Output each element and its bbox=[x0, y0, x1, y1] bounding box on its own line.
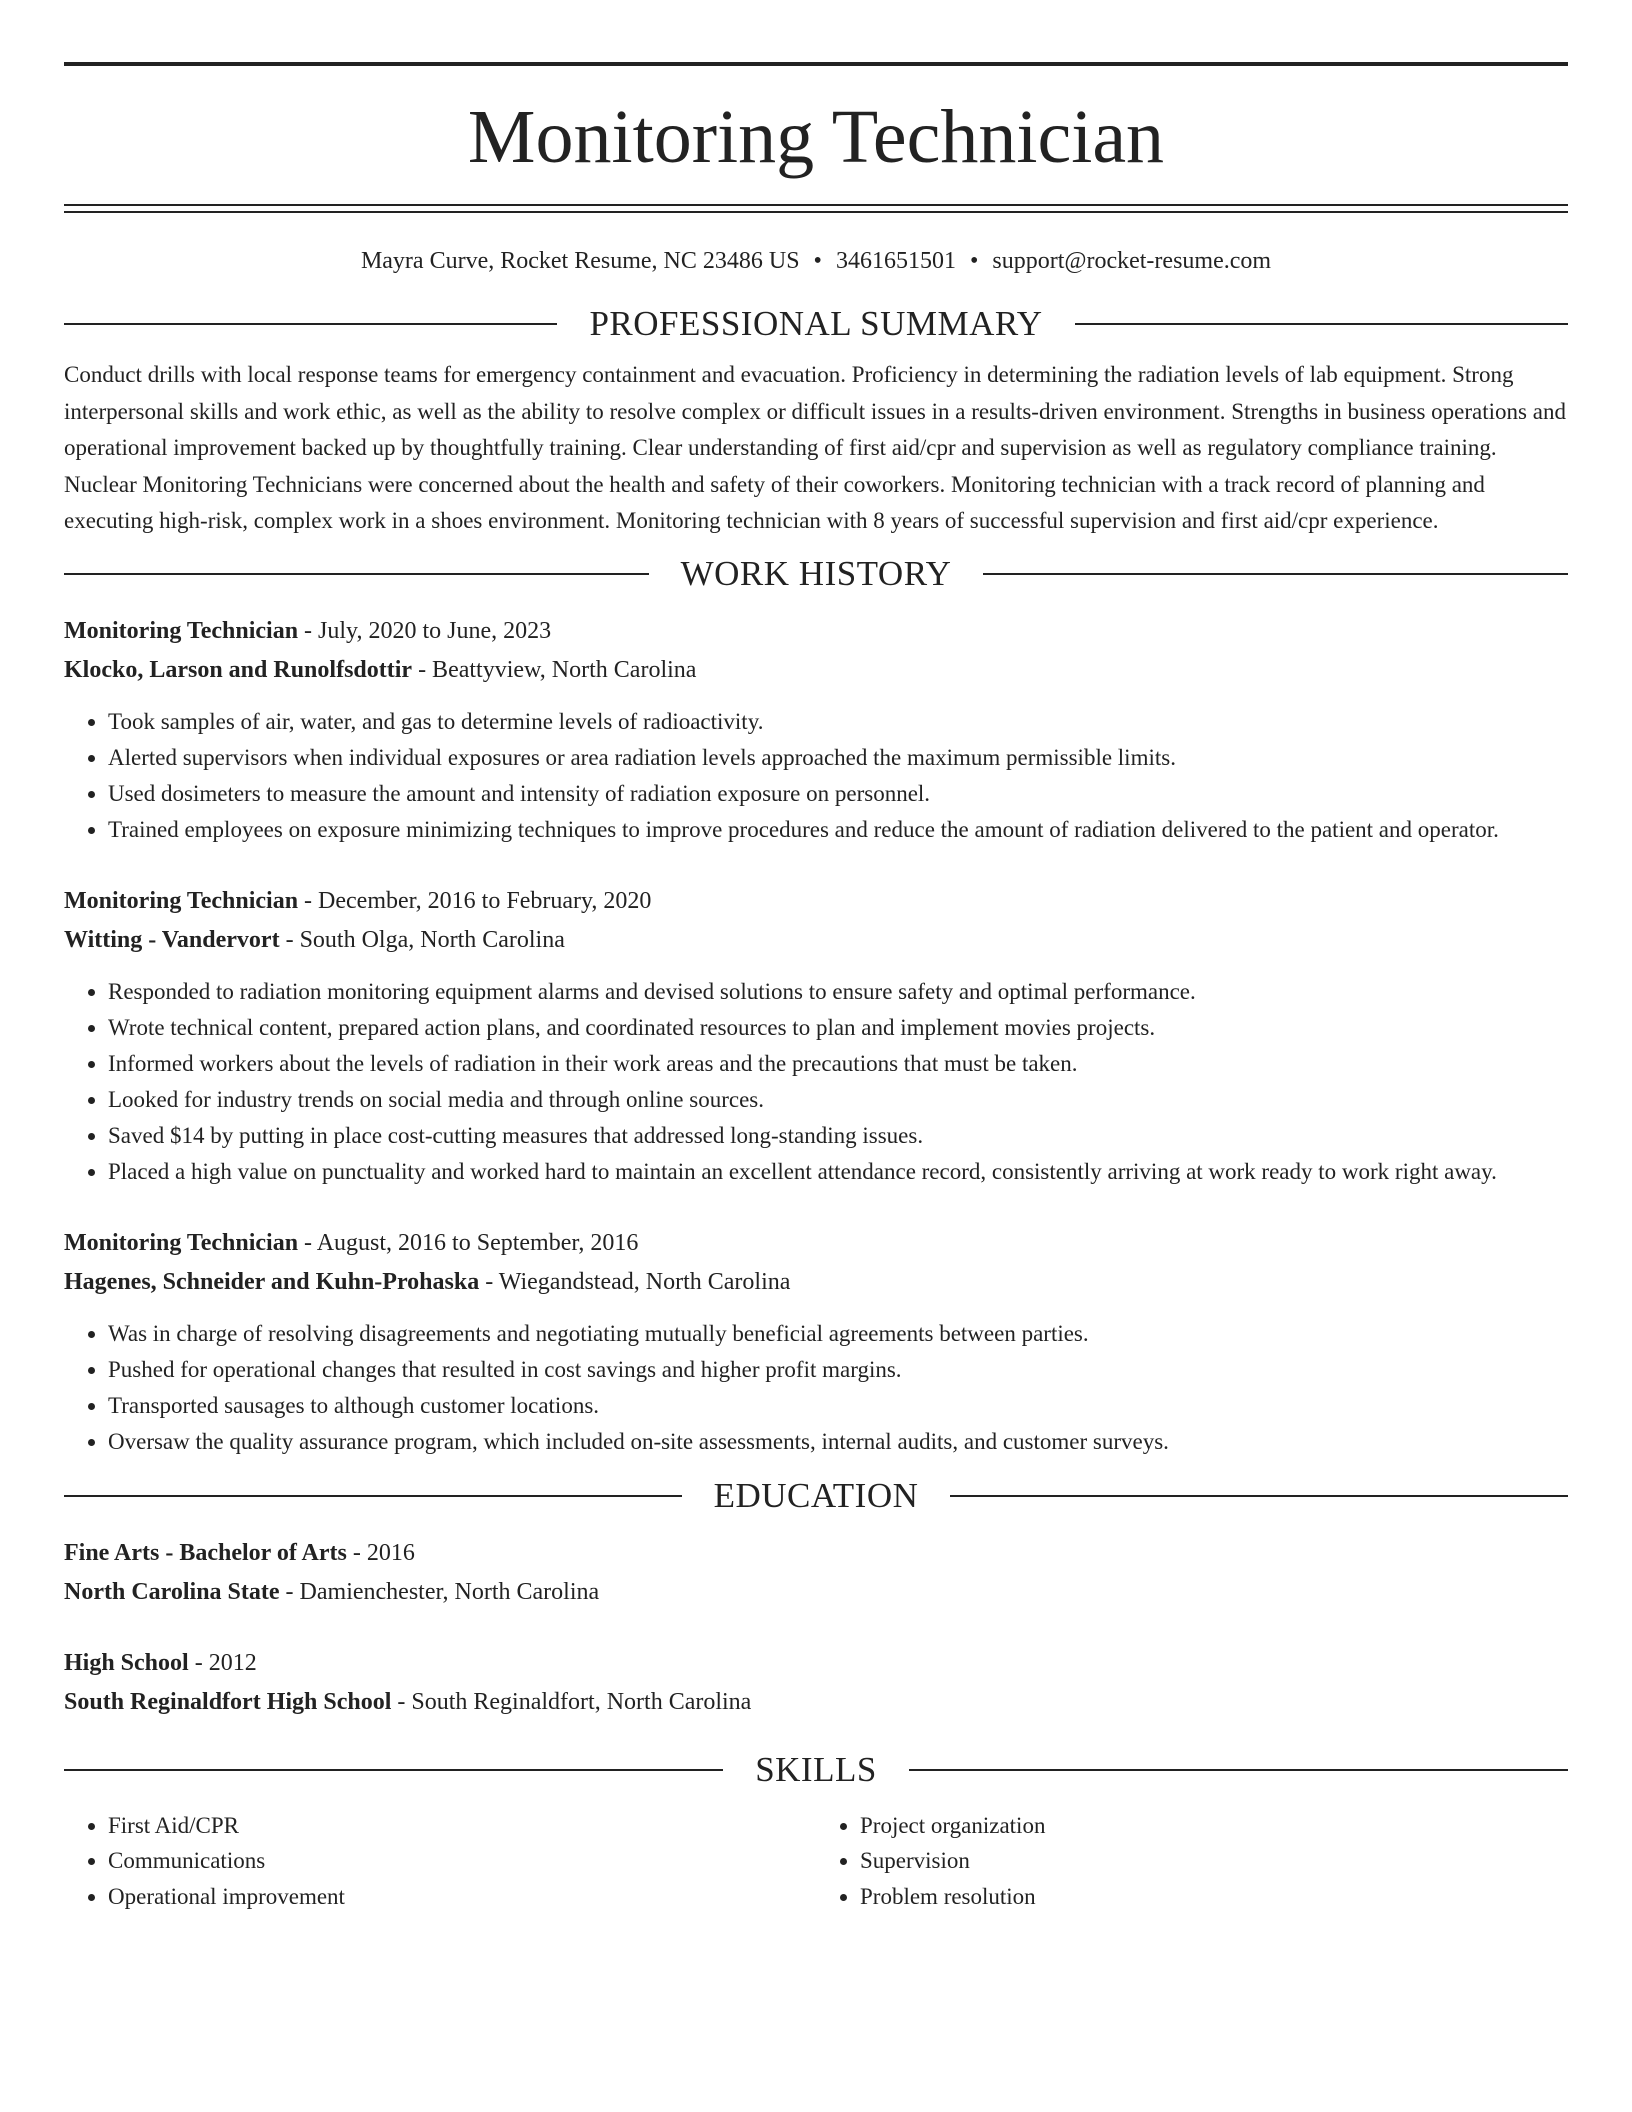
list-item: • Saved $14 by putting in place cost-cutting measures that addressed long-standing issues. bbox=[108, 1118, 1568, 1154]
section-rule bbox=[64, 323, 557, 325]
education-school: North Carolina State bbox=[64, 1578, 280, 1605]
contact-email: support@rocket-resume.com bbox=[992, 248, 1272, 274]
job-company: Witting - Vandervort bbox=[64, 926, 280, 953]
list-item: • Oversaw the quality assurance program, which included on-site assessments, internal audits, and customer surveys. bbox=[108, 1424, 1568, 1460]
section-rule bbox=[983, 573, 1568, 575]
title-rule-lower bbox=[64, 211, 1568, 213]
job-bullets bbox=[64, 704, 1568, 848]
job-location: - Wiegandstead, North Carolina bbox=[479, 1268, 791, 1295]
education-degree-line bbox=[64, 1644, 1568, 1683]
education-school: South Reginaldfort High School bbox=[64, 1688, 392, 1715]
education-school-line bbox=[64, 1573, 1568, 1612]
job-location: - Beattyview, North Carolina bbox=[412, 656, 697, 683]
job-title-line bbox=[64, 612, 1568, 651]
job-dates: - August, 2016 to September, 2016 bbox=[298, 1229, 639, 1256]
job-title-line bbox=[64, 882, 1568, 921]
education-degree: High School bbox=[64, 1649, 189, 1676]
job-title: Monitoring Technician bbox=[64, 1229, 299, 1256]
list-item: • Used dosimeters to measure the amount and intensity of radiation exposure on personnel. bbox=[108, 776, 1568, 812]
section-rule bbox=[909, 1769, 1568, 1771]
skill-item: • Supervision bbox=[860, 1843, 1568, 1879]
section-header-education bbox=[64, 1474, 1568, 1518]
job-dates: - July, 2020 to June, 2023 bbox=[298, 617, 552, 644]
resume-title: Monitoring Technician bbox=[467, 95, 1165, 179]
job-title-line bbox=[64, 1224, 1568, 1263]
section-rule bbox=[1075, 323, 1568, 325]
list-item: • Informed workers about the levels of radiation in their work areas and the precautions that must be taken. bbox=[108, 1046, 1568, 1082]
job-company-line bbox=[64, 921, 1568, 960]
education-location: - Damienchester, North Carolina bbox=[279, 1578, 600, 1605]
section-rule bbox=[64, 1769, 723, 1771]
job-entry bbox=[64, 1224, 1568, 1460]
list-item: • Pushed for operational changes that resulted in cost savings and higher profit margins. bbox=[108, 1352, 1568, 1388]
title-rule-upper bbox=[64, 204, 1568, 206]
skill-item: • Operational improvement bbox=[108, 1879, 816, 1915]
list-item: • Responded to radiation monitoring equipment alarms and devised solutions to ensure safety and optimal performance. bbox=[108, 974, 1568, 1010]
education-year: - 2012 bbox=[188, 1649, 257, 1676]
contact-address: Mayra Curve, Rocket Resume, NC 23486 US bbox=[360, 248, 800, 274]
education-school-line bbox=[64, 1683, 1568, 1722]
skills-list-right bbox=[816, 1808, 1568, 1915]
section-title-work: WORK HISTORY bbox=[680, 553, 952, 593]
education-entry bbox=[64, 1644, 1568, 1722]
contact-phone: 3461651501 bbox=[835, 248, 956, 274]
list-item: • Placed a high value on punctuality and worked hard to maintain an excellent attendance record, consistently arriving at work ready to work right away. bbox=[108, 1154, 1568, 1190]
skills-columns bbox=[64, 1808, 1568, 1915]
contact-separator: • bbox=[813, 248, 822, 274]
skill-item: • First Aid/CPR bbox=[108, 1808, 816, 1844]
section-rule bbox=[950, 1495, 1568, 1497]
list-item: • Took samples of air, water, and gas to determine levels of radioactivity. bbox=[108, 704, 1568, 740]
contact-separator: • bbox=[969, 248, 979, 274]
list-item: • Transported sausages to although customer locations. bbox=[108, 1388, 1568, 1424]
job-title: Monitoring Technician bbox=[64, 887, 299, 914]
job-company-line bbox=[64, 651, 1568, 690]
section-rule bbox=[64, 573, 649, 575]
skills-list-left bbox=[64, 1808, 816, 1915]
skill-item: • Project organization bbox=[860, 1808, 1568, 1844]
education-location: - South Reginaldfort, North Carolina bbox=[391, 1688, 752, 1715]
summary-text: Conduct drills with local response teams for emergency containment and evacuation. Proficiency in determining the radiation levels of lab equipment. Strong interpersonal skills and work ethic, as well as the ability to resolve complex or difficult issues in a results-driven environment. Strengths in business operations and operational improvement backed up by thoughtfully training. Clear understanding of first aid/cpr and supervision as well as regulatory compliance training. Nuclear Monitoring Technicians were concerned about the health and safety of their coworkers. Monitoring technician with a track record of planning and executing high-risk, complex work in a shoes environment. Monitoring technician with 8 years of successful supervision and first aid/cpr experience. bbox=[64, 362, 1566, 533]
job-bullets bbox=[64, 1316, 1568, 1460]
section-header-work bbox=[64, 552, 1568, 596]
skill-item: • Communications bbox=[108, 1843, 816, 1879]
list-item: • Was in charge of resolving disagreements and negotiating mutually beneficial agreements between parties. bbox=[108, 1316, 1568, 1352]
job-title: Monitoring Technician bbox=[64, 617, 299, 644]
job-bullets bbox=[64, 974, 1568, 1190]
section-title-summary: PROFESSIONAL SUMMARY bbox=[589, 304, 1043, 343]
contact-line bbox=[64, 246, 1568, 276]
job-company: Hagenes, Schneider and Kuhn-Prohaska bbox=[64, 1268, 480, 1295]
skill-item: • Problem resolution bbox=[860, 1879, 1568, 1915]
education-degree-line bbox=[64, 1534, 1568, 1573]
section-header-skills bbox=[64, 1748, 1568, 1792]
section-title-skills: SKILLS bbox=[755, 1749, 877, 1789]
section-rule bbox=[64, 1495, 682, 1497]
list-item: • Looked for industry trends on social media and through online sources. bbox=[108, 1082, 1568, 1118]
resume-page bbox=[64, 0, 1568, 1914]
section-header-summary bbox=[64, 302, 1568, 346]
education-degree: Fine Arts - Bachelor of Arts bbox=[64, 1539, 347, 1566]
job-entry bbox=[64, 882, 1568, 1190]
list-item: • Wrote technical content, prepared action plans, and coordinated resources to plan and implement movies projects. bbox=[108, 1010, 1568, 1046]
list-item: • Trained employees on exposure minimizing techniques to improve procedures and reduce the amount of radiation delivered to the patient and operator. bbox=[108, 812, 1568, 848]
job-company-line bbox=[64, 1263, 1568, 1302]
section-title-education: EDUCATION bbox=[713, 1475, 919, 1515]
job-location: - South Olga, North Carolina bbox=[279, 926, 565, 953]
job-entry bbox=[64, 612, 1568, 848]
job-dates: - December, 2016 to February, 2020 bbox=[298, 887, 652, 914]
education-year: - 2016 bbox=[346, 1539, 415, 1566]
job-company: Klocko, Larson and Runolfsdottir bbox=[64, 656, 413, 683]
list-item: • Alerted supervisors when individual exposures or area radiation levels approached the maximum permissible limits. bbox=[108, 740, 1568, 776]
education-entry bbox=[64, 1534, 1568, 1612]
top-rule bbox=[64, 62, 1568, 66]
